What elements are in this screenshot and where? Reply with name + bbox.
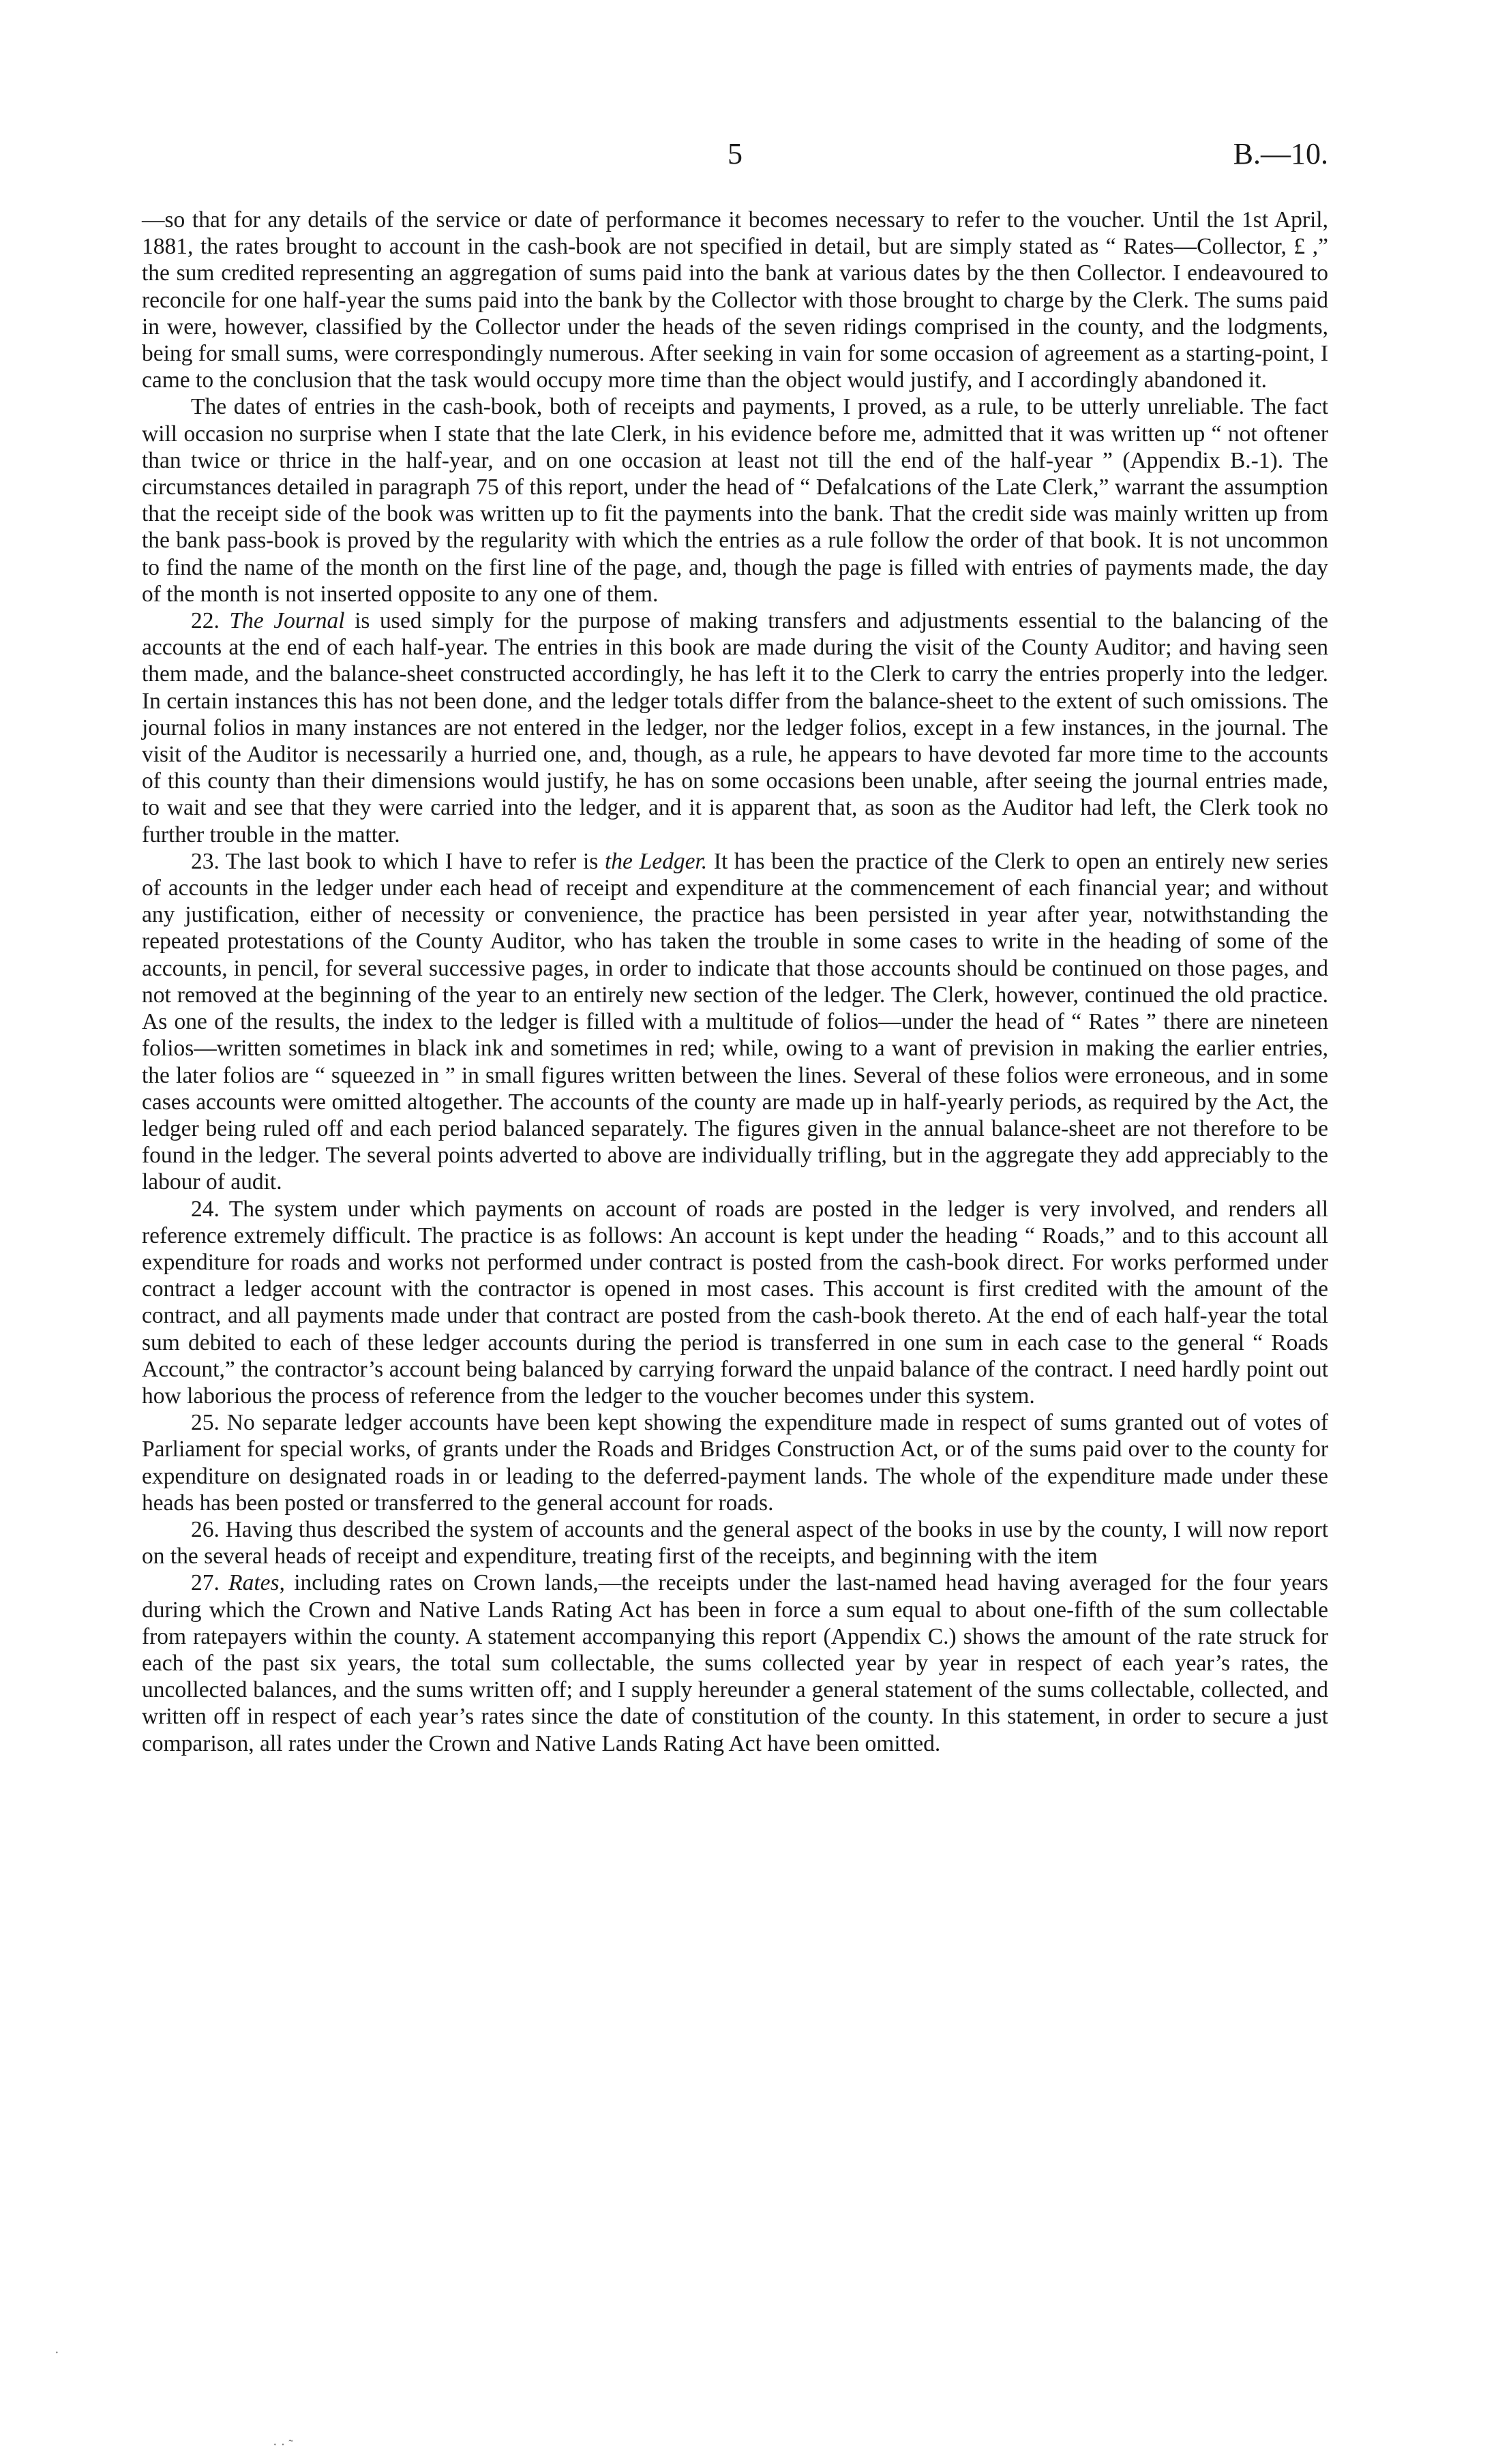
italic-term: The Journal [229, 608, 345, 634]
paragraph-25-ledger-accounts [142, 1409, 1328, 1516]
scan-speck: · · ˜ [273, 2437, 293, 2452]
paragraph-number: 27. [191, 1570, 220, 1596]
paragraph-23-ledger [142, 848, 1328, 1196]
paragraph-text: The system under which payments on account of roads are posted in the ledger is very involved, and renders all reference extremely difficult. The practice is as follows: An account is kept under the heading “ Roads,” and to this account all expenditure for roads and works not performed under contract is posted from the cash-book direct. For works performed under contract a ledger account with the contractor is opened in most cases. This account is first credited with the amount of the contract, and all payments made under that contract are posted from the cash-book thereto. At the end of each half-year the total sum debited to each of these ledger accounts during the period is transferred in one sum in each case to the general “ Roads Account,” the contractor’s account being balanced by carrying forward the unpaid balance of the contract. I need hardly point out how laborious the process of reference from the ledger to the voucher becomes under this system. [142, 1196, 1328, 1409]
paragraph-number: 24. [191, 1196, 220, 1222]
paragraph-number: 26. [191, 1516, 220, 1542]
paragraph-number: 25. [191, 1410, 220, 1436]
paragraph-cash-book-dates: The dates of entries in the cash-book, both of receipts and payments, I proved, as a rule, to be utterly unreliable. The fact will occasion no surprise when I state that the late Clerk, in his evidence before me, admitted that it was written up “ not oftener than twice or thrice in the half-year, and on one occasion at least not till the end of the half-year ” (Appendix B.-1). The circumstances detailed in paragraph 75 of this report, under the head of “ Defalcations of the Late Clerk,” warrant the assumption that the receipt side of the book was written up to fit the payments into the bank. That the credit side was mainly written up from the bank pass-book is proved by the regularity with which the entries as a rule follow the order of that book. It is not uncommon to find the name of the month on the first line of the page, and, though the page is filled with entries of payments made, the day of the month is not inserted opposite to any one of them. [142, 394, 1328, 607]
paragraph-number: 22. [191, 608, 220, 634]
paragraph-24-roads [142, 1196, 1328, 1410]
paragraph-22-journal [142, 607, 1328, 848]
paragraph-text: No separate ledger accounts have been kept showing the expenditure made in respect of sums granted out of votes of Parliament for special works, of grants under the Roads and Bridges Construction Act, or of the sums paid over to the county for expenditure on designated roads in or leading to the deferred-payment lands. The whole of the expenditure made under these heads has been posted or transferred to the general account for roads. [142, 1410, 1328, 1516]
paragraph-text: including rates on Crown lands,—the receipts under the last-named head having averaged for the four years during which the Crown and Native Lands Rating Act has been in force a sum equal to about one-fifth of the sum collectable from ratepayers within the county. A statement accompanying this report (Appendix C.) shows the amount of the rate struck for each of the past six years, the total sum collectable, the sums collected year by year in respect of each year’s rates, the uncollected balances, and the sums written off; and I supply hereunder a general statement of the sums collectable, collected, and written off in respect of each year’s rates since the date of constitution of the county. In this statement, in order to secure a just comparison, all rates under the Crown and Native Lands Rating Act have been omitted. [142, 1570, 1328, 1756]
paragraph-text: It has been the practice of the Clerk to open an entirely new series of accounts in the ledger under each head of receipt and expenditure at the commencement of each financial year; and without any justification, either of necessity or convenience, the practice has been persisted in year after year, notwithstanding the repeated protestations of the County Auditor, who has taken the trouble in some cases to write in the heading of some of the accounts, in pencil, for several successive pages, in order to indicate that those accounts should be continued on those pages, and not removed at the beginning of the year to an entirely new section of the ledger. The Clerk, however, continued the old practice. As one of the results, the index to the ledger is filled with a multitude of folios—under the head of “ Rates ” there are nineteen folios—written sometimes in black ink and sometimes in red; while, owing to a want of prevision in making the earlier entries, the later folios are “ squeezed in ” in small figures written between the lines. Several of these folios were erroneous, and in some cases accounts were omitted altogether. The accounts of the county are made up in half-yearly periods, as required by the Act, the ledger being ruled off and each period balanced separately. The figures given in the annual balance-sheet are not therefore to be found in the ledger. The several points adverted to above are individually trifling, but in the aggregate they add appreciably to the labour of audit. [142, 848, 1329, 1195]
paragraph-continuation: —so that for any details of the service or date of performance it becomes necessary to refer to the voucher. Until the 1st April, 1881, the rates brought to account in the cash-book are not specified in detail, but are simply stated as “ Rates—Collector, £ ,” the sum credited representing an aggregation of sums paid into the bank at various dates by the then Collector. I endeavoured to reconcile for one half-year the sums paid into the bank by the Collector with those brought to charge by the Clerk. The sums paid in were, however, classified by the Collector under the heads of the seven ridings comprised in the county, and the lodgments, being for small sums, were correspondingly numerous. After seeking in vain for some occasion of agreement as a starting-point, I came to the conclusion that the task would occupy more time than the object would justify, and I accordingly abandoned it. [142, 207, 1328, 393]
document-reference: B.—10. [1233, 137, 1328, 170]
paragraph-text: Having thus described the system of accounts and the general aspect of the books in use by the county, I will now report on the several heads of receipt and expenditure, treating first of the receipts, and beginning with the item [142, 1516, 1329, 1569]
paragraph-number: 23. [191, 848, 220, 874]
page-number: 5 [728, 137, 743, 170]
italic-term: Rates, [228, 1570, 285, 1596]
page-header [142, 136, 1328, 184]
italic-term: the Ledger. [604, 848, 708, 874]
paragraph-27-rates [142, 1569, 1328, 1756]
paragraph-text: is used simply for the purpose of making transfers and adjustments essential to the balancing of the accounts at the end of each half-year. The entries in this book are made during the visit of the County Auditor; and having seen them made, and the balance-sheet constructed accordingly, he has left it to the Clerk to carry the entries properly into the ledger. In certain instances this has not been done, and the ledger totals differ from the balance-sheet to the extent of such omissions. The journal folios in many instances are not entered in the ledger, nor the ledger folios, except in a few instances, in the journal. The visit of the Auditor is necessarily a hurried one, and, though, as a rule, he appears to have devoted far more time to the accounts of this county than their dimensions would justify, he has on some occasions been unable, after seeing the journal entries made, to wait and see that they were carried into the ledger, and it is apparent that, as soon as the Auditor had left, the Clerk took no further trouble in the matter. [142, 608, 1329, 847]
scan-speck: · [55, 2345, 59, 2360]
body-text [142, 207, 1328, 1757]
paragraph-26-system [142, 1516, 1328, 1569]
paragraph-text: The last book to which I have to refer is [225, 848, 599, 874]
